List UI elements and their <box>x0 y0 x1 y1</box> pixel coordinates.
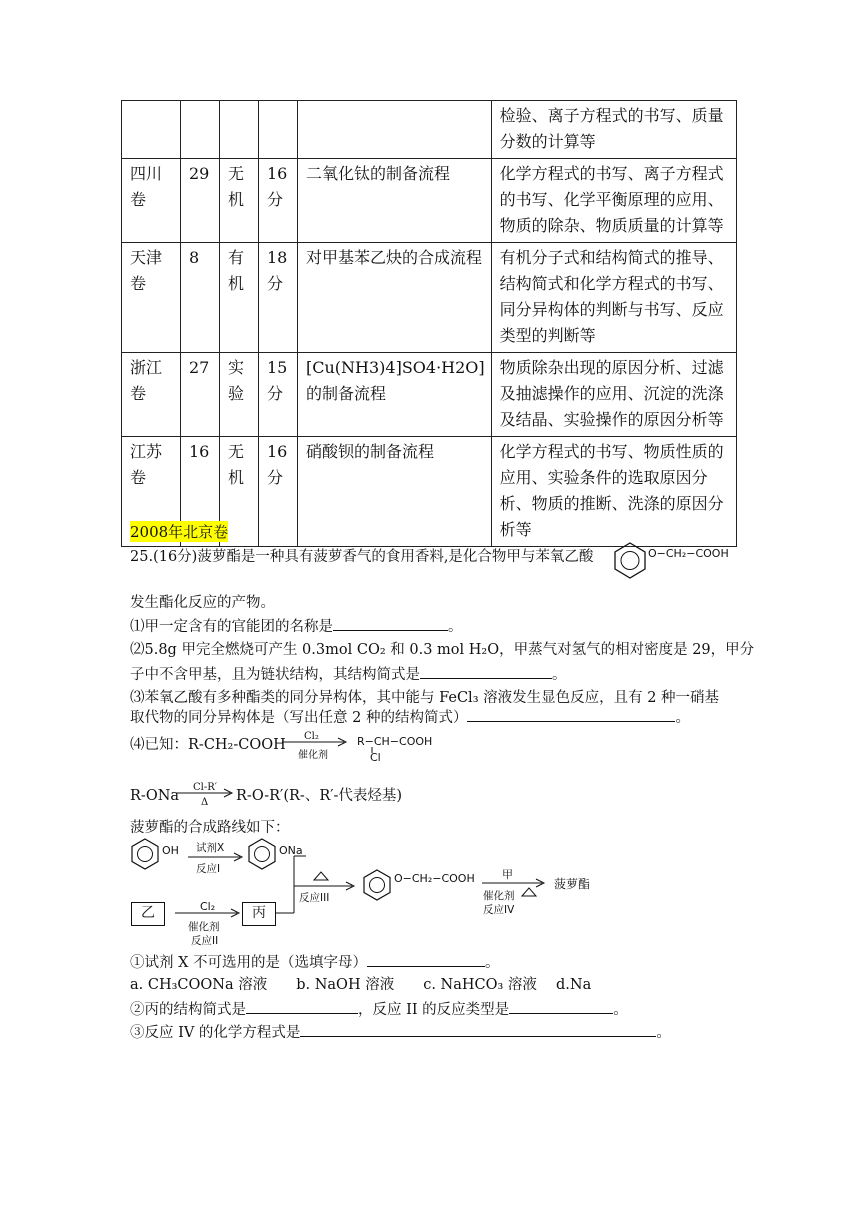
route-cl2: Cl₂ <box>200 900 216 913</box>
q25-part3-line1: ⑶苯氧乙酸有多种酯类的同分异构体，其中能与 FeCl₃ 溶液发生显色反应，且有 2 种一硝基 <box>130 690 720 706</box>
route-product: O−CH₂−COOH <box>394 872 475 885</box>
table-cell-region: 四川卷 <box>122 159 181 243</box>
q25-part3-line2: 取代物的同分异构体是（写出任意 2 种的结构简式） 。 <box>130 707 690 728</box>
table-cell-points: 物质除杂出现的原因分析、过滤及抽滤操作的应用、沉淀的洗涤及结晶、实验操作的原因分析等 <box>491 353 736 437</box>
table-cell-region: 浙江卷 <box>122 353 181 437</box>
table-cell-score <box>259 101 298 159</box>
cond-cl2: Cl₂ <box>304 731 319 742</box>
table-cell-score: 16分 <box>259 437 298 547</box>
table-cell-type: 无机 <box>220 437 259 547</box>
p4-product: R−CH−COOH <box>357 735 433 748</box>
table-cell-score: 18分 <box>259 243 298 353</box>
phenol-oh: OH <box>162 844 179 857</box>
p5-right: R-O-R′(R-、R′-代表烃基) <box>236 788 403 804</box>
q25-part2-line1: ⑵5.8g 甲完全燃烧可产生 0.3mol CO₂ 和 0.3 mol H₂O，甲蒸气对氢气的相对密度是 29，甲分 <box>130 642 755 658</box>
table-cell-region <box>122 101 181 159</box>
table-cell-points: 化学方程式的书写、离子方程式的书写、化学平衡原理的应用、物质的除杂、物质质量的计算等 <box>491 159 736 243</box>
table-cell-type: 有机 <box>220 243 259 353</box>
table-cell-points: 化学方程式的书写、物质性质的应用、实验条件的选取原因分析、物质的推断、洗涤的原因分析等 <box>491 437 736 547</box>
table-row <box>122 159 737 243</box>
table-cell-points: 有机分子式和结构简式的推导、结构简式和化学方程式的书写、同分异构体的判断与书写、反应类型的判断等 <box>491 243 736 353</box>
cond-catalyst: 催化剂 <box>298 750 328 761</box>
compound-yi-box: 乙 <box>131 902 165 926</box>
intro-formula: O−CH₂−COOH <box>648 547 729 560</box>
answer-blank-7[interactable] <box>300 1022 656 1037</box>
q25-sub2: ②丙的结构简式是 ，反应 II 的反应类型是 。 <box>130 999 628 1020</box>
answer-blank-3[interactable] <box>467 707 675 722</box>
answer-blank-1[interactable] <box>333 616 448 631</box>
table-cell-type <box>220 101 259 159</box>
exam-analysis-table <box>121 100 737 547</box>
phenoxide-ona: ONa <box>279 844 303 857</box>
table-cell-score: 15分 <box>259 353 298 437</box>
q25-part2-line2: 子中不含甲基，且为链状结构，其结构简式是 。 <box>130 664 567 685</box>
table-cell-topic: 对甲基苯乙炔的合成流程 <box>298 243 492 353</box>
q25-options: a. CH₃COONa 溶液 b. NaOH 溶液 c. NaHCO₃ 溶液 d.Na <box>130 977 592 993</box>
product-ring-icon <box>360 867 394 903</box>
answer-blank-4[interactable] <box>367 952 485 967</box>
final-product: 菠萝酯 <box>554 877 591 891</box>
table-cell-topic: 二氧化钛的制备流程 <box>298 159 492 243</box>
reagent-x: 试剂X <box>196 842 225 854</box>
table-cell-type: 无机 <box>220 159 259 243</box>
table-cell-topic: 硝酸钡的制备流程 <box>298 437 492 547</box>
q25-sub3: ③反应 IV 的化学方程式是 。 <box>130 1022 671 1043</box>
table-cell-score: 16分 <box>259 159 298 243</box>
table-row <box>122 101 737 159</box>
reaction-iii: 反应III <box>299 892 330 904</box>
phenol-ring-icon <box>128 836 162 872</box>
table-cell-q: 27 <box>181 353 220 437</box>
reagent-jia: 甲 <box>502 868 513 881</box>
compound-bing-box: 丙 <box>242 902 276 926</box>
cond-clr: Cl-R′ <box>193 782 218 793</box>
table-cell-q: 8 <box>181 243 220 353</box>
merge-connector-icon <box>272 850 362 920</box>
reaction-arrow-icon <box>175 908 243 918</box>
p4-product-cl: Cl <box>370 751 381 764</box>
reaction-iv: 反应IV <box>483 904 515 916</box>
table-cell-region: 天津卷 <box>122 243 181 353</box>
section-title: 2008年北京卷 <box>130 523 229 541</box>
table-cell-q: 29 <box>181 159 220 243</box>
table-cell-q <box>181 101 220 159</box>
answer-blank-5[interactable] <box>246 999 358 1014</box>
route-title: 菠萝酯的合成路线如下： <box>130 820 290 836</box>
answer-blank-2[interactable] <box>420 664 552 679</box>
heat-triangle-icon <box>520 886 538 898</box>
cond-heat: Δ <box>201 797 209 808</box>
q25-intro-2: 发生酯化反应的产物。 <box>130 595 275 611</box>
p5-left: R-ONa <box>130 788 180 804</box>
reaction-i: 反应I <box>196 863 221 875</box>
table-row <box>122 243 737 353</box>
q25-part4-label: ⑷已知：R-CH₂-COOH <box>130 737 286 753</box>
route-catalyst-4: 催化剂 <box>483 890 515 902</box>
table-cell-topic <box>298 101 492 159</box>
table-cell-type: 实验 <box>220 353 259 437</box>
table-cell-region: 江苏卷 <box>122 437 181 547</box>
table-cell-points: 检验、离子方程式的书写、质量分数的计算等 <box>491 101 736 159</box>
table-cell-topic: [Cu(NH3)4]SO4·H2O]的制备流程 <box>298 353 492 437</box>
reaction-ii: 反应II <box>191 935 219 947</box>
table-row <box>122 353 737 437</box>
q25-intro: 25.(16分)菠萝酯是一种具有菠萝香气的食用香料,是化合物甲与苯氧乙酸 <box>130 549 594 565</box>
answer-blank-6[interactable] <box>509 999 613 1014</box>
q25-sub1: ①试剂 X 不可选用的是（选填字母） 。 <box>130 952 500 973</box>
benzene-ring-icon <box>610 540 650 580</box>
q25-part1: ⑴甲一定含有的官能团的名称是 。 <box>130 616 463 637</box>
reaction-arrow-icon <box>482 878 548 888</box>
table-cell-q: 16 <box>181 437 220 547</box>
route-catalyst-2: 催化剂 <box>188 921 220 933</box>
